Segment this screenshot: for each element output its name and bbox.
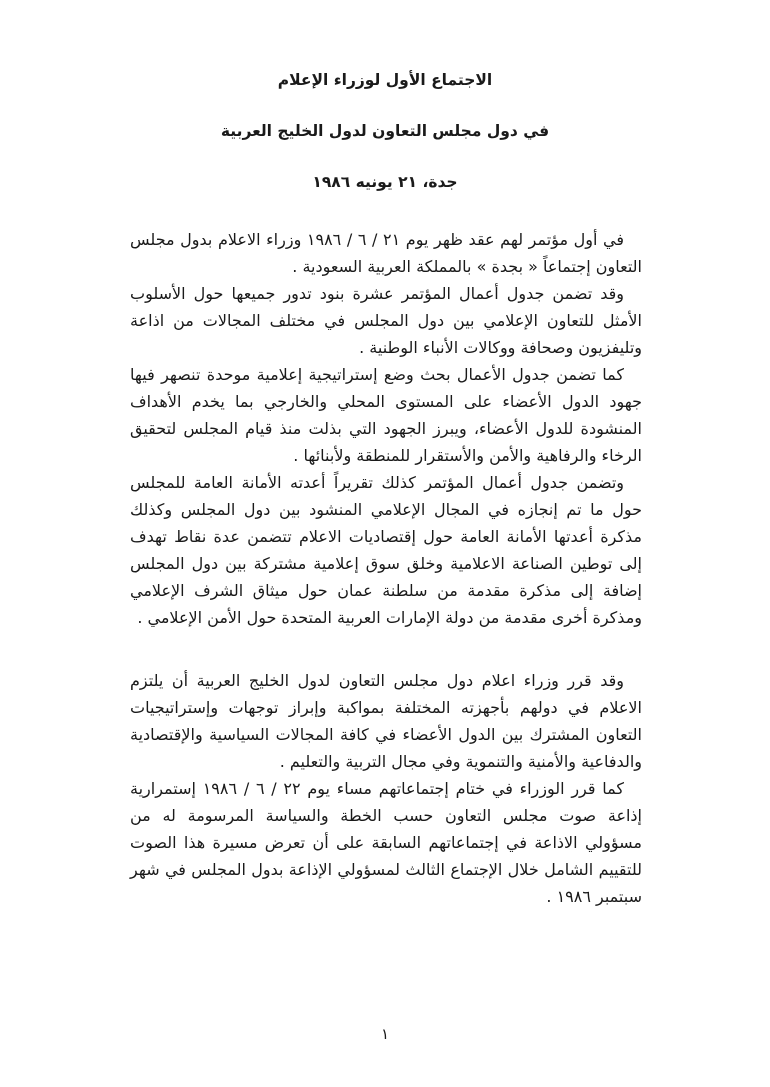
paragraph-secretariat-report: وتضمن جدول أعمال المؤتمر كذلك تقريراً أعدته الأمانة العامة للمجلس حول ما تم إنجازه في المجال الإعلامي المنشود بين دول المجلس وكذلك مذكرة أعدتها الأمانة العامة حول إقتصاديات الاعلام تتضمن عدة نقاط تهدف إلى توطين الصناعة الاعلامية وخلق سوق إعلامية مشتركة بين دول المجلس إضافة إلى مذكرة مقدمة من سلطنة عمان حول ميثاق الشرف الإعلامي ومذكرة أخرى مقدمة من دولة الإمارات العربية المتحدة حول الأمن الإعلامي .	[130, 473, 642, 627]
paragraph-media-strategy: كما تضمن جدول الأعمال بحث وضع إستراتيجية إعلامية موحدة تنصهر فيها جهود الدول الأعضاء على المستوى المحلي والخارجي بما يخدم الأهداف المنشودة للدول الأعضاء، ويبرز الجهود التي بذلت منذ قيام المجلس لتحقيق الرخاء والرفاهية والأمن والأستقرار للمنطقة ولأبنائها .	[130, 365, 642, 465]
document-body	[130, 226, 642, 910]
paragraph-agenda-items: وقد تضمن جدول أعمال المؤتمر عشرة بنود تدور جميعها حول الأسلوب الأمثل للتعاون الإعلامي بين دول المجلس في مختلف المجالات من اذاعة وتليفزيون وصحافة ووكالات الأنباء الوطنية .	[130, 284, 642, 357]
document-title: الاجتماع الأول لوزراء الإعلام	[277, 71, 493, 89]
paragraph-intro-meeting: في أول مؤتمر لهم عقد ظهر يوم ٢١ / ٦ / ١٩٨٦ وزراء الاعلام بدول مجلس التعاون إجتماعاً « بجدة » بالمملكة العربية السعودية .	[130, 230, 642, 276]
document-date-line: جدة، ٢١ يونيه ١٩٨٦	[312, 173, 458, 191]
page-number: ١	[380, 1025, 390, 1043]
paragraph-ministers-decision: وقد قرر وزراء اعلام دول مجلس التعاون لدول الخليج العربية أن يلتزم الاعلام في دولهم بأجهزته المختلفة بمواكبة وإبراز توجهات وإستراتيجيات التعاون المشترك بين الدول الأعضاء في كافة المجالات السياسية والإقتصادية والدفاعية والأمنية والتنموية وفي مجال التربية والتعليم .	[130, 671, 642, 771]
paragraph-radio-continuation: كما قرر الوزراء في ختام إجتماعاتهم مساء يوم ٢٢ / ٦ / ١٩٨٦ إستمرارية إذاعة صوت مجلس التعاون حسب الخطة والسياسة المرسومة له من مسؤولي الاذاعة في إجتماعاتهم السابقة على أن تعرض مسيرة هذا الصوت للتقييم الشامل خلال الإجتماع الثالث لمسؤولي الإذاعة بدول المجلس في شهر سبتمبر ١٩٨٦ .	[130, 779, 642, 906]
document-header	[0, 0, 770, 194]
document-subtitle: في دول مجلس التعاون لدول الخليج العربية	[220, 122, 550, 140]
